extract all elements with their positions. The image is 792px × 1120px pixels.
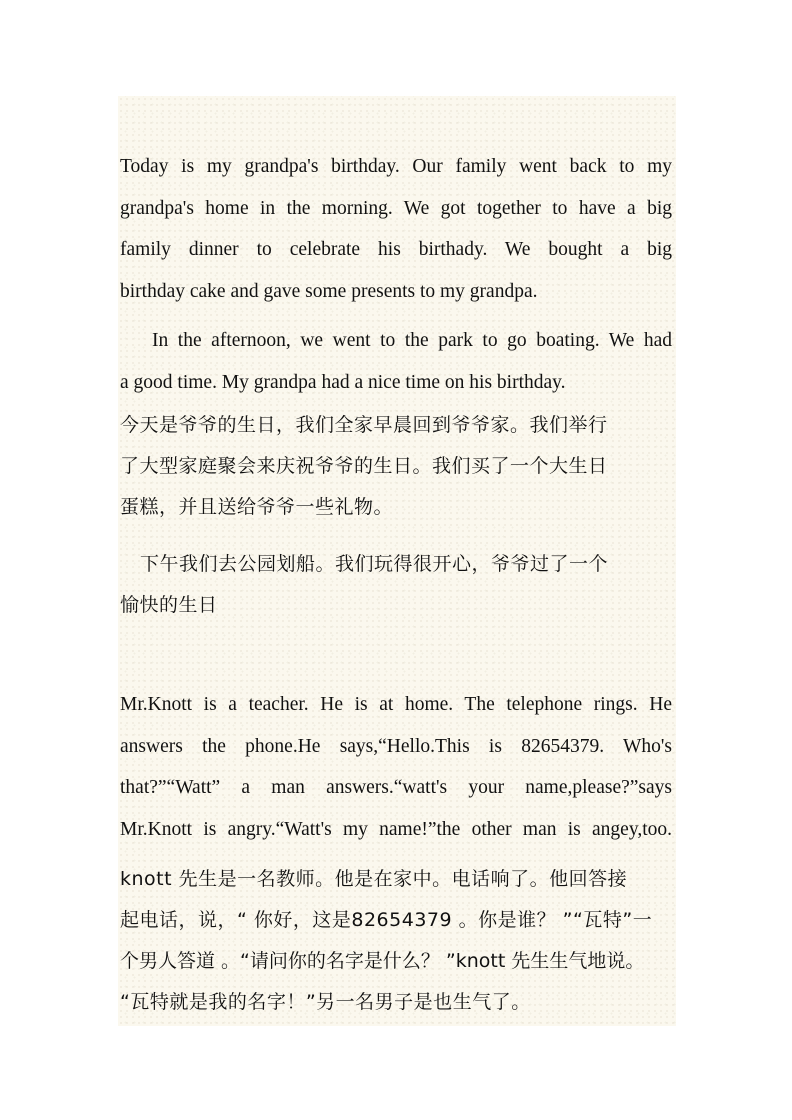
text-line: family dinner to celebrate his birthady. We bought a big xyxy=(120,239,672,260)
text-line: birthday cake and gave some presents to my grandpa. xyxy=(120,280,538,302)
text-line: knott 先生是一名教师。他是在家中。电话响了。他回答接 xyxy=(120,868,628,890)
text-line: grandpa's home in the morning. We got together to have a big xyxy=(120,197,672,219)
story2-english-paragraph xyxy=(120,684,672,850)
text-line: 下午我们去公园划船。我们玩得很开心，爷爷过了一个 xyxy=(140,553,609,575)
story1-english-paragraph-2 xyxy=(120,320,672,403)
text-line: 了大型家庭聚会来庆祝爷爷的生日。我们买了一个大生日 xyxy=(120,455,608,477)
text-line: a good time. My grandpa had a nice time on his birthday. xyxy=(120,371,566,393)
story1-chinese-paragraph-1 xyxy=(120,405,672,528)
text-line: that?”“Watt” a man answers.“watt's your name,please?”says xyxy=(120,777,672,798)
text-line: “瓦特就是我的名字！”另一名男子是也生气了。 xyxy=(120,991,531,1013)
text-line: 起电话，说，“ 你好，这是82654379 。你是谁？ ”“瓦特”一 xyxy=(120,909,653,931)
story1-chinese-paragraph-2 xyxy=(120,544,672,626)
text-line: Today is my grandpa's birthday. Our family went back to my xyxy=(120,156,672,177)
text-line: 蛋糕，并且送给爷爷一些礼物。 xyxy=(120,496,394,518)
text-line: Mr.Knott is a teacher. He is at home. The telephone rings. He xyxy=(120,694,672,715)
text-line: Mr.Knott is angry.“Watt's my name!”the other man is angey,too. xyxy=(120,818,672,840)
text-line: answers the phone.He says,“Hello.This is 82654379. Who's xyxy=(120,735,672,757)
text-line: 愉快的生日 xyxy=(120,594,218,616)
text-line: In the afternoon, we went to the park to go boating. We had xyxy=(152,330,672,351)
text-line: 个男人答道 。“请问你的名字是什么？ ”knott 先生生气地说。 xyxy=(120,950,645,972)
story2-chinese-paragraph xyxy=(120,859,672,1023)
text-line: 今天是爷爷的生日，我们全家早晨回到爷爷家。我们举行 xyxy=(120,414,608,436)
story1-english-paragraph-1 xyxy=(120,146,672,312)
